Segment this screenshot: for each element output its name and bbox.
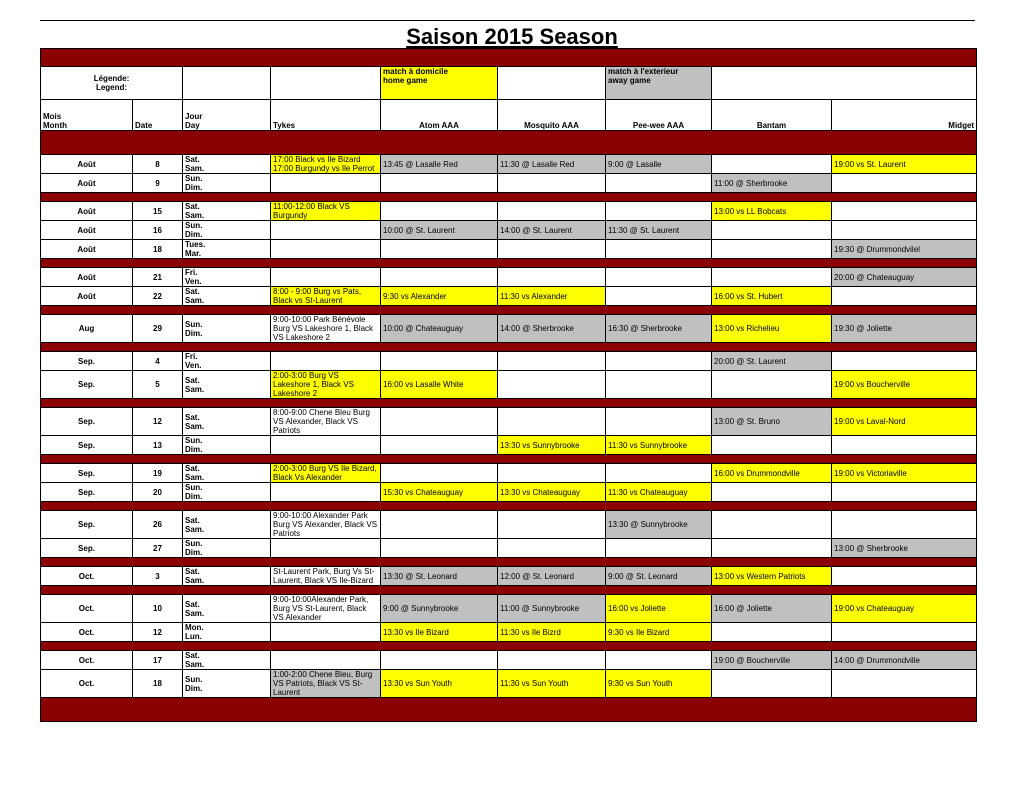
month-cell: Sep.: [41, 408, 133, 436]
atom-cell: 9:30 vs Alexander: [381, 287, 498, 306]
separator-row: [41, 642, 977, 651]
date-cell: 18: [133, 670, 183, 698]
mosquito-cell: [498, 651, 606, 670]
tykes-cell: [271, 483, 381, 502]
month-cell: Sep.: [41, 511, 133, 539]
peewee-cell: [606, 268, 712, 287]
midget-cell: 20:00 @ Chateauguay: [832, 268, 977, 287]
day-cell: Fri. Ven.: [183, 268, 271, 287]
peewee-cell: [606, 287, 712, 306]
midget-cell: [832, 221, 977, 240]
day-cell: Mon. Lun.: [183, 623, 271, 642]
day-cell: Sat. Sam.: [183, 511, 271, 539]
separator-row: [41, 698, 977, 722]
legend-label: Légende: Legend:: [41, 67, 183, 100]
schedule-body: [41, 49, 977, 722]
peewee-cell: 9:00 @ Lasalle: [606, 155, 712, 174]
bantam-cell: [712, 483, 832, 502]
separator-row: [41, 49, 977, 67]
date-cell: 17: [133, 651, 183, 670]
header-row: [41, 100, 977, 131]
midget-cell: [832, 483, 977, 502]
separator-row: [41, 131, 977, 155]
legend-row: [41, 67, 977, 100]
header-midget: Midget: [832, 100, 977, 131]
top-rule: [40, 20, 975, 21]
tykes-cell: [271, 174, 381, 193]
tykes-cell: [271, 623, 381, 642]
header-month: Mois Month: [41, 100, 133, 131]
tykes-cell: [271, 539, 381, 558]
tykes-cell: 2:00-3:00 Burg VS Ile Bizard, Black Vs Alexander: [271, 464, 381, 483]
table-row: [41, 623, 977, 642]
tykes-cell: [271, 240, 381, 259]
peewee-cell: [606, 464, 712, 483]
month-cell: Aug: [41, 315, 133, 343]
date-cell: 22: [133, 287, 183, 306]
mosquito-cell: [498, 511, 606, 539]
midget-cell: 19:00 vs Victoriaville: [832, 464, 977, 483]
tykes-cell: [271, 268, 381, 287]
peewee-cell: 13:30 @ Sunnybrooke: [606, 511, 712, 539]
header-date: Date: [133, 100, 183, 131]
month-cell: Août: [41, 155, 133, 174]
date-cell: 13: [133, 436, 183, 455]
legend-away: match à l'exterieur away game: [606, 67, 712, 100]
midget-cell: [832, 670, 977, 698]
day-cell: Sat. Sam.: [183, 202, 271, 221]
bantam-cell: 16:00 vs Drummondville: [712, 464, 832, 483]
separator-row: [41, 306, 977, 315]
month-cell: Oct.: [41, 595, 133, 623]
mosquito-cell: [498, 408, 606, 436]
atom-cell: [381, 436, 498, 455]
table-row: [41, 511, 977, 539]
table-row: [41, 202, 977, 221]
table-row: [41, 352, 977, 371]
date-cell: 9: [133, 174, 183, 193]
midget-cell: 19:30 @ Joliette: [832, 315, 977, 343]
mosquito-cell: 14:00 @ Sherbrooke: [498, 315, 606, 343]
mosquito-cell: [498, 268, 606, 287]
tykes-cell: [271, 651, 381, 670]
bantam-cell: [712, 511, 832, 539]
header-tykes: Tykes: [271, 100, 381, 131]
mosquito-cell: 11:30 vs Ile Bizrd: [498, 623, 606, 642]
tykes-cell: 2:00-3:00 Burg VS Lakeshore 1, Black VS Lakeshore 2: [271, 371, 381, 399]
atom-cell: 15:30 vs Chateauguay: [381, 483, 498, 502]
month-cell: Oct.: [41, 567, 133, 586]
day-cell: Sun. Dim.: [183, 436, 271, 455]
midget-cell: 19:00 vs St. Laurent: [832, 155, 977, 174]
peewee-cell: [606, 202, 712, 221]
date-cell: 12: [133, 623, 183, 642]
mosquito-cell: 11:30 vs Sun Youth: [498, 670, 606, 698]
bantam-cell: 11:00 @ Sherbrooke: [712, 174, 832, 193]
bantam-cell: 13:00 vs Richelieu: [712, 315, 832, 343]
separator-row: [41, 586, 977, 595]
separator-row: [41, 259, 977, 268]
month-cell: Sep.: [41, 436, 133, 455]
tykes-cell: 8:00 - 9:00 Burg vs Pats, Black vs St-Laurent: [271, 287, 381, 306]
mosquito-cell: 13:30 vs Sunnybrooke: [498, 436, 606, 455]
legend-home: match à domicile home game: [381, 67, 498, 100]
mosquito-cell: 12:00 @ St. Leonard: [498, 567, 606, 586]
atom-cell: [381, 174, 498, 193]
day-cell: Fri. Ven.: [183, 352, 271, 371]
day-cell: Sun. Dim.: [183, 221, 271, 240]
day-cell: Tues. Mar.: [183, 240, 271, 259]
date-cell: 15: [133, 202, 183, 221]
table-row: [41, 268, 977, 287]
header-bantam: Bantam: [712, 100, 832, 131]
day-cell: Sat. Sam.: [183, 155, 271, 174]
bantam-cell: [712, 539, 832, 558]
peewee-cell: [606, 240, 712, 259]
atom-cell: 13:45 @ Lasalle Red: [381, 155, 498, 174]
table-row: [41, 315, 977, 343]
mosquito-cell: [498, 371, 606, 399]
bantam-cell: [712, 371, 832, 399]
day-cell: Sat. Sam.: [183, 595, 271, 623]
bantam-cell: 16:00 @ Joliette: [712, 595, 832, 623]
separator-row: [41, 558, 977, 567]
bantam-cell: [712, 268, 832, 287]
day-cell: Sun. Dim.: [183, 539, 271, 558]
day-cell: Sat. Sam.: [183, 651, 271, 670]
mosquito-cell: 14:00 @ St. Laurent: [498, 221, 606, 240]
date-cell: 26: [133, 511, 183, 539]
date-cell: 8: [133, 155, 183, 174]
header-mosquito: Mosquito AAA: [498, 100, 606, 131]
atom-cell: 10:00 @ Chateauguay: [381, 315, 498, 343]
midget-cell: 14:00 @ Drummondville: [832, 651, 977, 670]
peewee-cell: [606, 371, 712, 399]
day-cell: Sat. Sam.: [183, 287, 271, 306]
atom-cell: [381, 464, 498, 483]
midget-cell: 19:30 @ Drummondvilel: [832, 240, 977, 259]
peewee-cell: [606, 174, 712, 193]
date-cell: 12: [133, 408, 183, 436]
day-cell: Sun. Dim.: [183, 174, 271, 193]
midget-cell: [832, 567, 977, 586]
bantam-cell: [712, 240, 832, 259]
midget-cell: [832, 436, 977, 455]
day-cell: Sun. Dim.: [183, 483, 271, 502]
schedule-table: [40, 48, 977, 722]
atom-cell: 13:30 @ St. Leonard: [381, 567, 498, 586]
midget-cell: [832, 511, 977, 539]
date-cell: 27: [133, 539, 183, 558]
table-row: [41, 595, 977, 623]
atom-cell: 13:30 vs Sun Youth: [381, 670, 498, 698]
atom-cell: 10:00 @ St. Laurent: [381, 221, 498, 240]
tykes-cell: 11:00-12:00 Black VS Burgundy: [271, 202, 381, 221]
bantam-cell: [712, 436, 832, 455]
midget-cell: 13:00 @ Sherbrooke: [832, 539, 977, 558]
month-cell: Sep.: [41, 371, 133, 399]
date-cell: 18: [133, 240, 183, 259]
bantam-cell: [712, 623, 832, 642]
day-cell: Sat. Sam.: [183, 408, 271, 436]
table-row: [41, 221, 977, 240]
month-cell: Sep.: [41, 483, 133, 502]
peewee-cell: 16:30 @ Sherbrooke: [606, 315, 712, 343]
header-day: Jour Day: [183, 100, 271, 131]
atom-cell: [381, 511, 498, 539]
peewee-cell: 9:00 @ St. Leonard: [606, 567, 712, 586]
header-peewee: Pee-wee AAA: [606, 100, 712, 131]
table-row: [41, 240, 977, 259]
peewee-cell: [606, 408, 712, 436]
peewee-cell: 11:30 @ St. Laurent: [606, 221, 712, 240]
date-cell: 5: [133, 371, 183, 399]
atom-cell: [381, 352, 498, 371]
table-row: [41, 670, 977, 698]
table-row: [41, 408, 977, 436]
tykes-cell: [271, 221, 381, 240]
mosquito-cell: [498, 352, 606, 371]
bantam-cell: 19:00 @ Boucherville: [712, 651, 832, 670]
tykes-cell: 8:00-9:00 Chene Bleu Burg VS Alexander, Black VS Patriots: [271, 408, 381, 436]
month-cell: Août: [41, 221, 133, 240]
mosquito-cell: 11:30 vs Alexander: [498, 287, 606, 306]
table-row: [41, 483, 977, 502]
month-cell: Oct.: [41, 623, 133, 642]
day-cell: Sat. Sam.: [183, 567, 271, 586]
tykes-cell: [271, 436, 381, 455]
date-cell: 16: [133, 221, 183, 240]
day-cell: Sat. Sam.: [183, 371, 271, 399]
mosquito-cell: 11:00 @ Sunnybrooke: [498, 595, 606, 623]
mosquito-cell: 13:30 vs Chateauguay: [498, 483, 606, 502]
bantam-cell: [712, 155, 832, 174]
month-cell: Sep.: [41, 464, 133, 483]
table-row: [41, 287, 977, 306]
date-cell: 20: [133, 483, 183, 502]
day-cell: Sat. Sam.: [183, 464, 271, 483]
page-title: Saison 2015 Season: [406, 24, 618, 49]
tykes-cell: 1:00-2:00 Chene Bleu, Burg VS Patriots, Black VS St-Laurent: [271, 670, 381, 698]
mosquito-cell: [498, 174, 606, 193]
month-cell: Août: [41, 268, 133, 287]
tykes-cell: 9:00-10:00 Alexander Park Burg VS Alexander, Black VS Patriots: [271, 511, 381, 539]
separator-row: [41, 502, 977, 511]
month-cell: Août: [41, 202, 133, 221]
bantam-cell: 16:00 vs St. Hubert: [712, 287, 832, 306]
midget-cell: [832, 174, 977, 193]
month-cell: Sep.: [41, 539, 133, 558]
separator-row: [41, 343, 977, 352]
month-cell: Août: [41, 287, 133, 306]
month-cell: Août: [41, 174, 133, 193]
midget-cell: [832, 287, 977, 306]
separator-row: [41, 455, 977, 464]
month-cell: Sep.: [41, 352, 133, 371]
peewee-cell: 11:30 vs Chateauguay: [606, 483, 712, 502]
tykes-cell: 17:00 Black vs Ile Bizard 17:00 Burgundy vs Ile Perrot: [271, 155, 381, 174]
peewee-cell: 11:30 vs Sunnybrooke: [606, 436, 712, 455]
atom-cell: 13:30 vs Ile Bizard: [381, 623, 498, 642]
midget-cell: [832, 352, 977, 371]
tykes-cell: 9:00-10:00 Park Bénévole Burg VS Lakeshore 1, Black VS Lakeshore 2: [271, 315, 381, 343]
bantam-cell: [712, 221, 832, 240]
date-cell: 3: [133, 567, 183, 586]
separator-row: [41, 193, 977, 202]
date-cell: 10: [133, 595, 183, 623]
peewee-cell: 16:00 vs Joliette: [606, 595, 712, 623]
table-row: [41, 567, 977, 586]
midget-cell: 19:00 vs Chateauguay: [832, 595, 977, 623]
table-row: [41, 155, 977, 174]
midget-cell: 19:00 vs Boucherville: [832, 371, 977, 399]
month-cell: Oct.: [41, 651, 133, 670]
atom-cell: [381, 240, 498, 259]
mosquito-cell: [498, 202, 606, 221]
date-cell: 29: [133, 315, 183, 343]
table-row: [41, 436, 977, 455]
mosquito-cell: [498, 240, 606, 259]
bantam-cell: 13:00 vs Western Patriots: [712, 567, 832, 586]
midget-cell: [832, 202, 977, 221]
day-cell: Sun. Dim.: [183, 670, 271, 698]
month-cell: Oct.: [41, 670, 133, 698]
mosquito-cell: [498, 539, 606, 558]
atom-cell: [381, 539, 498, 558]
mosquito-cell: [498, 464, 606, 483]
date-cell: 21: [133, 268, 183, 287]
separator-row: [41, 399, 977, 408]
table-row: [41, 539, 977, 558]
month-cell: Août: [41, 240, 133, 259]
atom-cell: [381, 651, 498, 670]
table-row: [41, 371, 977, 399]
peewee-cell: [606, 352, 712, 371]
peewee-cell: 9:30 vs Ile Bizard: [606, 623, 712, 642]
tykes-cell: 9:00-10:00Alexander Park, Burg VS St-Laurent, Black VS Alexander: [271, 595, 381, 623]
atom-cell: [381, 408, 498, 436]
midget-cell: [832, 623, 977, 642]
table-row: [41, 174, 977, 193]
midget-cell: 19:00 vs Laval-Nord: [832, 408, 977, 436]
mosquito-cell: 11:30 @ Lasalle Red: [498, 155, 606, 174]
bantam-cell: 13:00 @ St. Bruno: [712, 408, 832, 436]
atom-cell: [381, 202, 498, 221]
peewee-cell: [606, 539, 712, 558]
day-cell: Sun. Dim.: [183, 315, 271, 343]
atom-cell: 9:00 @ Sunnybrooke: [381, 595, 498, 623]
bantam-cell: 13:00 vs LL Bobcats: [712, 202, 832, 221]
atom-cell: [381, 268, 498, 287]
tykes-cell: [271, 352, 381, 371]
header-atom: Atom AAA: [381, 100, 498, 131]
bantam-cell: 20:00 @ St. Laurent: [712, 352, 832, 371]
peewee-cell: 9:30 vs Sun Youth: [606, 670, 712, 698]
table-row: [41, 464, 977, 483]
tykes-cell: St-Laurent Park, Burg Vs St-Laurent, Black VS Ile-Bizard: [271, 567, 381, 586]
date-cell: 4: [133, 352, 183, 371]
date-cell: 19: [133, 464, 183, 483]
table-row: [41, 651, 977, 670]
bantam-cell: [712, 670, 832, 698]
atom-cell: 16:00 vs Lasalle White: [381, 371, 498, 399]
peewee-cell: [606, 651, 712, 670]
